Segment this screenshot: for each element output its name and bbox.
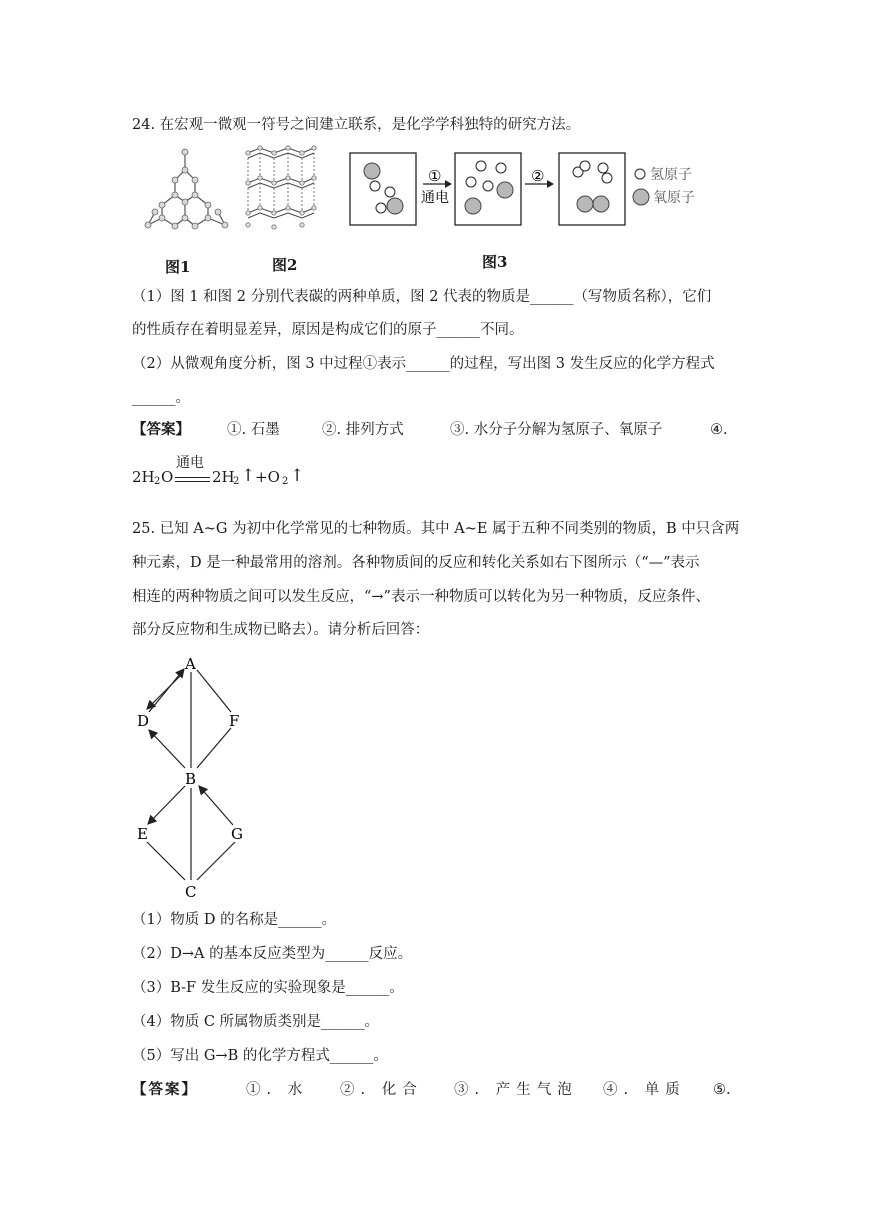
figure-1-label: 图1 [165,258,191,276]
q24-answer-3: ③. 水分子分解为氢原子、氧原子 [450,422,663,438]
figure-2-graphite-structure [240,145,322,233]
q24-answer-2: ②. 排列方式 [322,422,404,438]
q24-stem: 24. 在宏观一微观一符号之间建立联系，是化学学科独特的研究方法。 [132,117,581,133]
eq-left: 2H [132,468,155,486]
q24-answer-4: ④. [710,422,728,438]
box-water-molecules [350,153,416,225]
node-G: G [231,825,243,843]
eq-right-o2: +O [255,468,280,486]
q25-answer-4: ④. 单质 [603,1082,686,1098]
node-E: E [137,825,148,843]
eq-condition: 通电 [176,455,204,471]
q25-answer-1: ①. 水 [246,1082,309,1098]
q24-part1-line1: （1）图 1 和图 2 分别代表碳的两种单质，图 2 代表的物质是______（写物质名称），它们 [132,289,712,305]
legend-oxygen-icon [633,189,649,205]
figure-3-label: 图3 [482,253,508,271]
eq-right-h2: 2H [212,468,235,486]
q25-relationship-diagram [125,650,265,905]
q25-line4: 部分反应物和生成物已略去）。请分析后回答： [132,622,430,638]
q24-equation [132,452,332,492]
legend-hydrogen-icon [635,169,645,179]
eq-up-arrow-2: ↑ [290,466,305,486]
node-D: D [137,712,150,730]
q24-part2-line1: （2）从微观角度分析，图 3 中过程①表示______的过程，写出图 3 发生反应的化学方程式 [132,356,715,372]
q25-line1: 25. 已知 A~G 为初中化学常见的七种物质。其中 A~E 属于五种不同类别的物质，B 中只含两 [132,521,740,537]
figure-2-label: 图2 [272,256,298,274]
eq-sub-2a: 2 [154,476,161,487]
node-C: C [185,883,197,901]
box-products [559,153,625,225]
q24-answer-1: ①. 石墨 [227,422,280,438]
figure-3-electrolysis [345,148,715,236]
step-1-condition: 通电 [421,190,449,206]
step-1-label: ① [428,167,442,185]
q25-answer-label: 【答案】 [132,1081,198,1098]
node-A: A [185,655,196,673]
q24-part1-line2: 的性质存在着明显差异，原因是构成它们的原子______不同。 [132,322,524,338]
q25-line3: 相连的两种物质之间可以发生反应，“→”表示一种物质可以转化为另一种物质，反应条件、 [132,589,710,605]
q25-sub2: （2）D→A 的基本反应类型为______反应。 [132,946,413,962]
step-2-label: ② [531,167,545,185]
eq-up-arrow-1: ↑ [241,466,256,486]
eq-left-o: O [161,468,174,486]
q25-answer-2: ②. 化合 [340,1082,423,1098]
node-B: B [185,770,197,788]
eq-sub-2b: 2 [233,476,240,487]
q24-answer-label: 【答案】 [132,421,190,438]
legend-hydrogen-label: 氢原子 [650,167,692,183]
q25-answer-5: ⑤. [713,1082,731,1098]
figure-1-diamond-structure [140,140,235,235]
q25-answer-3: ③. 产生气泡 [454,1082,578,1098]
q25-sub3: （3）B-F 发生反应的实验现象是______。 [132,980,404,996]
node-F: F [229,712,240,730]
eq-sub-2c: 2 [282,476,289,487]
q24-part2-line2: ______。 [132,390,190,406]
q25-sub1: （1）物质 D 的名称是______。 [132,912,337,928]
q25-sub5: （5）写出 G→B 的化学方程式______。 [132,1048,388,1064]
q25-sub4: （4）物质 C 所属物质类别是______。 [132,1014,380,1030]
legend-oxygen-label: 氧原子 [653,190,695,206]
q25-line2: 种元素，D 是一种最常用的溶剂。各种物质间的反应和转化关系如右下图所示（“—”表示 [132,555,700,571]
eq-equals-sign [175,477,210,482]
